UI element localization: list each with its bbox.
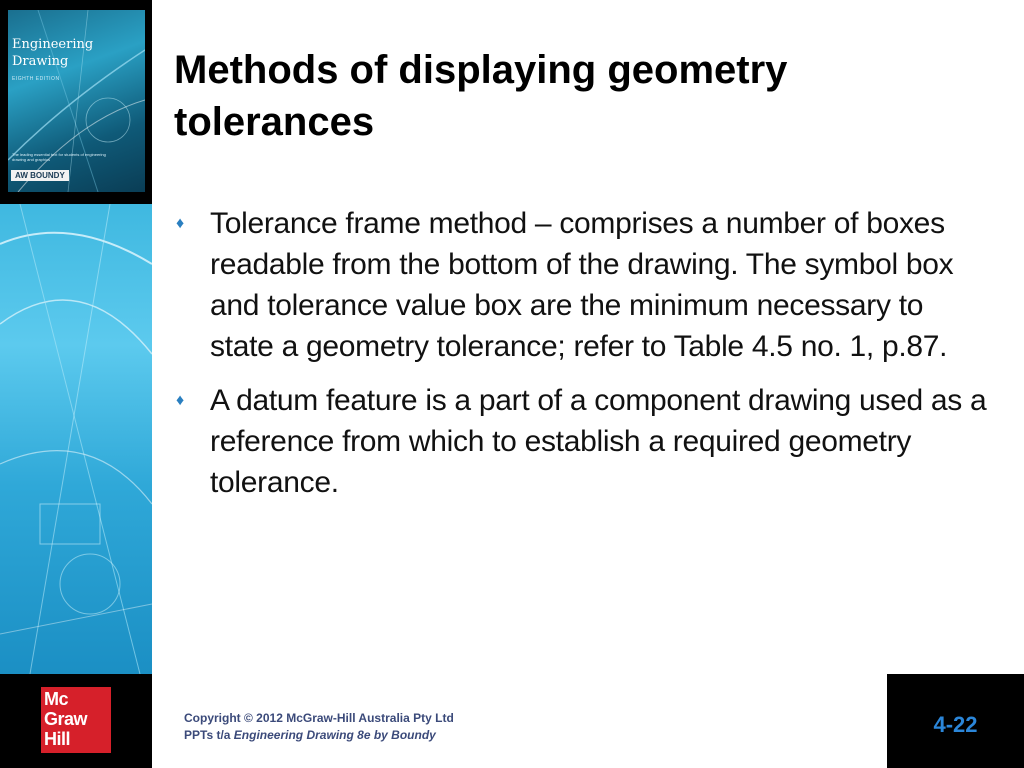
decorative-side-strip [0,204,152,674]
bullet-list [174,203,994,516]
logo-line-2: Graw [44,709,88,729]
book-title-line1: Engineering [12,37,94,52]
diamond-bullet-icon: ♦ [176,392,184,409]
logo-line-3: Hill [44,729,71,749]
book-cover-panel [0,0,152,204]
bullet-text: Tolerance frame method – comprises a number of boxes readable from the bottom of the drawing. The symbol box and tolerance value box are the minimum necessary to state a geometry tolerance; refer to Table 4.5 no. 1, p.87. [210,207,954,363]
page-number: 4-22 [933,712,978,737]
mcgraw-hill-logo [41,687,111,753]
copyright-line-1: Copyright © 2012 McGraw-Hill Australia Pty Ltd [184,711,454,725]
book-cover-image [8,10,145,192]
bullet-item [174,380,994,503]
book-edition: EIGHTH EDITION [12,76,60,82]
book-title [12,36,93,70]
copyright-notice [184,710,454,744]
book-blurb: The leading essential text for students of engineering drawing and graphics [12,152,106,162]
copyright-book-title: Engineering Drawing 8e by Boundy [233,728,436,742]
slide-title: Methods of displaying geometry tolerances [174,48,788,144]
diamond-bullet-icon: ♦ [176,215,184,232]
logo-line-1: Mc [44,689,69,709]
copyright-line-2 [184,727,454,744]
decorative-lines [0,204,152,674]
book-author: AW BOUNDY [11,170,69,181]
book-title-line2: Drawing [12,54,69,69]
copyright-prefix: PPTs t/a [184,728,234,742]
bullet-item [174,203,994,367]
bullet-text: A datum feature is a part of a component drawing used as a reference from which to establish a required geometry tolerance. [210,384,987,499]
